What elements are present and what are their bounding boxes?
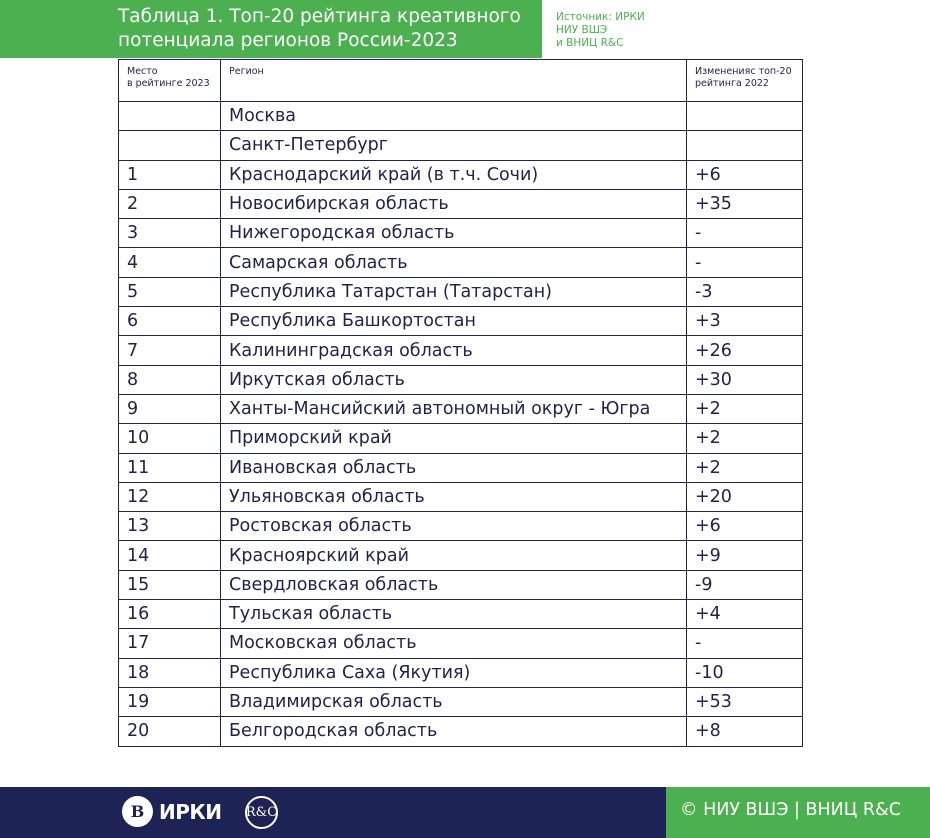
table-row (119, 512, 803, 541)
page-title: Таблица 1. Топ-20 рейтинга креативного потенциала регионов России-2023 (118, 6, 521, 51)
cell-region: Ульяновская область (221, 482, 687, 511)
cell-place: 8 (119, 365, 221, 394)
cell-place: 18 (119, 658, 221, 687)
cell-change: +4 (687, 600, 803, 629)
cell-place: 9 (119, 394, 221, 423)
cell-change: +53 (687, 687, 803, 716)
cell-place: 1 (119, 160, 221, 189)
cell-place: 10 (119, 424, 221, 453)
cell-region: Нижегородская область (221, 219, 687, 248)
cell-region: Москва (221, 102, 687, 131)
cell-region: Владимирская область (221, 687, 687, 716)
cell-change: -3 (687, 277, 803, 306)
table-row (119, 160, 803, 189)
cell-place: 12 (119, 482, 221, 511)
header-region: Регион (221, 60, 687, 102)
table-row (119, 600, 803, 629)
cell-place: 2 (119, 189, 221, 218)
rating-table (118, 59, 803, 747)
table-row (119, 629, 803, 658)
title-bar (0, 0, 542, 58)
cell-region: Приморский край (221, 424, 687, 453)
cell-region: Красноярский край (221, 541, 687, 570)
table-row (119, 717, 803, 746)
cell-place: 15 (119, 570, 221, 599)
cell-region: Свердловская область (221, 570, 687, 599)
cell-change: -10 (687, 658, 803, 687)
cell-change: +6 (687, 512, 803, 541)
table-row (119, 394, 803, 423)
cell-place: 11 (119, 453, 221, 482)
footer (0, 787, 930, 838)
cell-change: +2 (687, 424, 803, 453)
cell-region: Республика Саха (Якутия) (221, 658, 687, 687)
cell-place: 14 (119, 541, 221, 570)
cell-place: 5 (119, 277, 221, 306)
cell-change: +8 (687, 717, 803, 746)
cell-place: 6 (119, 307, 221, 336)
table-row (119, 307, 803, 336)
cell-region: Тульская область (221, 600, 687, 629)
cell-place: 19 (119, 687, 221, 716)
table-row (119, 248, 803, 277)
copyright-text: © НИУ ВШЭ | ВНИЦ R&C (680, 800, 901, 820)
cell-change: -9 (687, 570, 803, 599)
cell-place: 16 (119, 600, 221, 629)
table-header-row (119, 60, 803, 102)
cell-change: +26 (687, 336, 803, 365)
table-row (119, 687, 803, 716)
cell-place: 7 (119, 336, 221, 365)
table-row (119, 482, 803, 511)
irki-logo (122, 796, 221, 827)
cell-change: +6 (687, 160, 803, 189)
cell-region: Новосибирская область (221, 189, 687, 218)
cell-change: +9 (687, 541, 803, 570)
cell-region: Калининградская область (221, 336, 687, 365)
hse-logo-icon: В (122, 796, 153, 827)
cell-change: +2 (687, 453, 803, 482)
cell-place: 13 (119, 512, 221, 541)
cell-change: +35 (687, 189, 803, 218)
cell-change: +2 (687, 394, 803, 423)
table-row (119, 453, 803, 482)
cell-place: 17 (119, 629, 221, 658)
cell-region: Иркутская область (221, 365, 687, 394)
cell-change (687, 131, 803, 160)
source-note: Источник: ИРКИ НИУ ВШЭ и ВНИЦ R&C (556, 11, 645, 49)
irki-logo-text: ИРКИ (159, 799, 222, 824)
cell-region: Самарская область (221, 248, 687, 277)
copyright-panel (666, 787, 930, 838)
rc-logo-icon: R&C (245, 796, 278, 829)
cell-place (119, 102, 221, 131)
cell-region: Республика Башкортостан (221, 307, 687, 336)
table-row (119, 541, 803, 570)
cell-region: Белгородская область (221, 717, 687, 746)
cell-change: - (687, 248, 803, 277)
table-row (119, 365, 803, 394)
cell-change: - (687, 629, 803, 658)
cell-region: Санкт-Петербург (221, 131, 687, 160)
table-row (119, 189, 803, 218)
table-row (119, 424, 803, 453)
cell-change: +20 (687, 482, 803, 511)
cell-place: 3 (119, 219, 221, 248)
cell-change: +3 (687, 307, 803, 336)
cell-change (687, 102, 803, 131)
cell-region: Ростовская область (221, 512, 687, 541)
table-row (119, 658, 803, 687)
table-row (119, 131, 803, 160)
table-row (119, 277, 803, 306)
header-change: Измененияс топ-20 рейтинга 2022 (687, 60, 803, 102)
header-place: Место в рейтинге 2023 (119, 60, 221, 102)
cell-region: Ивановская область (221, 453, 687, 482)
cell-change: - (687, 219, 803, 248)
cell-region: Московская область (221, 629, 687, 658)
cell-region: Республика Татарстан (Татарстан) (221, 277, 687, 306)
table-row (119, 570, 803, 599)
cell-place: 20 (119, 717, 221, 746)
table-row (119, 336, 803, 365)
cell-place: 4 (119, 248, 221, 277)
cell-place (119, 131, 221, 160)
cell-region: Краснодарский край (в т.ч. Сочи) (221, 160, 687, 189)
cell-change: +30 (687, 365, 803, 394)
table-row (119, 102, 803, 131)
cell-region: Ханты-Мансийский автономный округ - Югра (221, 394, 687, 423)
table-row (119, 219, 803, 248)
